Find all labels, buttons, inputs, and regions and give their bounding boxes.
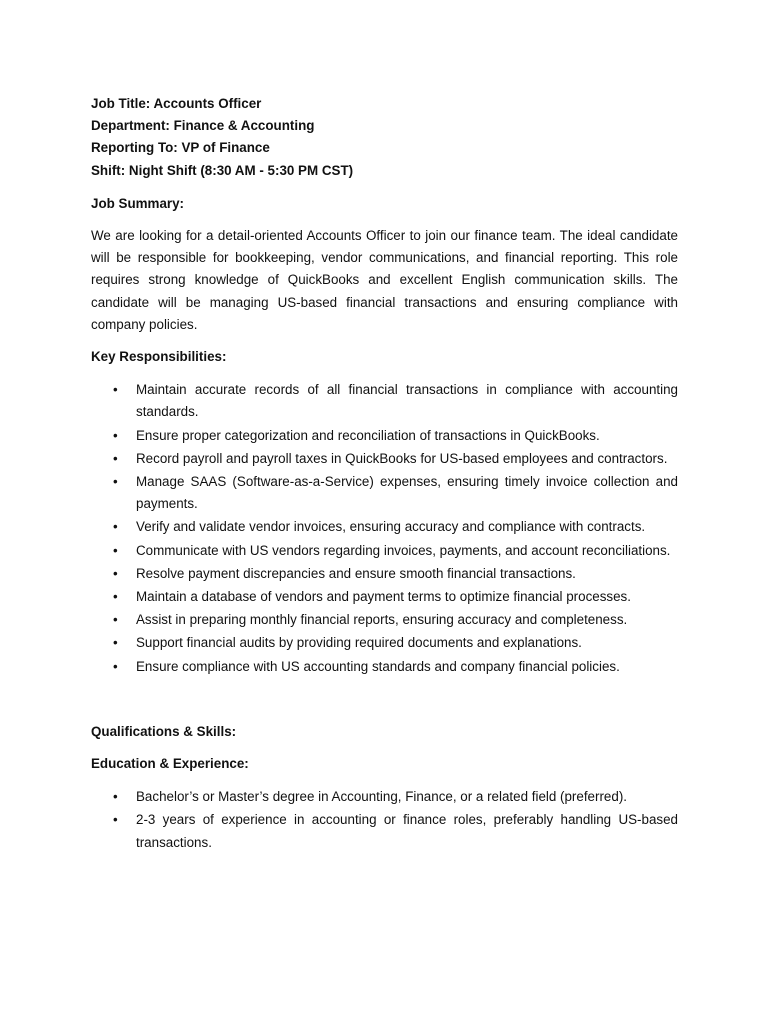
list-item: [91, 609, 678, 631]
bullet-icon: •: [113, 382, 118, 398]
bullet-icon: •: [113, 519, 118, 535]
list-item: [91, 563, 678, 585]
education-list: [91, 786, 678, 854]
qualifications-heading: Qualifications & Skills:: [91, 723, 237, 739]
list-item: [91, 425, 678, 447]
list-item-text: Communicate with US vendors regarding invoices, payments, and account reconciliations.: [136, 542, 671, 558]
education-heading: Education & Experience:: [91, 756, 249, 772]
list-item: [91, 516, 678, 538]
bullet-icon: •: [113, 474, 118, 490]
list-item-text: Assist in preparing monthly financial reports, ensuring accuracy and completeness.: [136, 612, 628, 628]
list-item-text: Manage SAAS (Software-as-a-Service) expenses, ensuring timely invoice collection and payments.: [136, 474, 678, 512]
bullet-icon: •: [113, 635, 118, 651]
list-item-text: Resolve payment discrepancies and ensure smooth financial transactions.: [136, 565, 576, 581]
bullet-icon: •: [113, 812, 118, 828]
job-summary-heading: Job Summary:: [91, 195, 185, 211]
bullet-icon: •: [113, 565, 118, 581]
job-summary-text: We are looking for a detail-oriented Accounts Officer to join our finance team. The ideal candidate will be responsible for bookkeeping, vendor communications, and financial reporting. This role requires strong knowledge of QuickBooks and excellent English communication skills. The candidate will be managing US-based financial transactions and ensuring compliance with company policies.: [91, 228, 678, 332]
list-item: [91, 809, 678, 853]
list-item: [91, 540, 678, 562]
bullet-icon: •: [113, 427, 118, 443]
list-item: [91, 632, 678, 654]
department: Department: Finance & Accounting: [91, 118, 315, 134]
list-item-text: Ensure proper categorization and reconciliation of transactions in QuickBooks.: [136, 427, 600, 443]
list-item-text: Support financial audits by providing required documents and explanations.: [136, 635, 582, 651]
job-header: [91, 93, 678, 182]
key-responsibilities-heading: Key Responsibilities:: [91, 349, 227, 365]
list-item-text: Verify and validate vendor invoices, ensuring accuracy and compliance with contracts.: [136, 519, 646, 535]
list-item: [91, 586, 678, 608]
list-item-text: Maintain a database of vendors and payment terms to optimize financial processes.: [136, 589, 631, 605]
shift: Shift: Night Shift (8:30 AM - 5:30 PM CST): [91, 162, 354, 178]
bullet-icon: •: [113, 589, 118, 605]
bullet-icon: •: [113, 612, 118, 628]
list-item: [91, 379, 678, 423]
job-title: Job Title: Accounts Officer: [91, 96, 262, 111]
bullet-icon: •: [113, 450, 118, 466]
list-item-text: Bachelor’s or Master’s degree in Accounting, Finance, or a related field (preferred).: [136, 789, 628, 805]
list-item-text: Record payroll and payroll taxes in QuickBooks for US-based employees and contractors.: [136, 450, 668, 466]
bullet-icon: •: [113, 789, 118, 805]
reporting-to: Reporting To: VP of Finance: [91, 140, 270, 156]
list-item: [91, 471, 678, 515]
list-item-text: 2-3 years of experience in accounting or finance roles, preferably handling US-based transactions.: [136, 812, 678, 850]
bullet-icon: •: [113, 542, 118, 558]
list-item-text: Ensure compliance with US accounting standards and company financial policies.: [136, 658, 620, 674]
list-item: [91, 786, 678, 808]
bullet-icon: •: [113, 658, 118, 674]
responsibilities-list: [91, 379, 678, 678]
list-item: [91, 448, 678, 470]
list-item-text: Maintain accurate records of all financial transactions in compliance with accounting standards.: [136, 382, 678, 420]
list-item: [91, 656, 678, 678]
